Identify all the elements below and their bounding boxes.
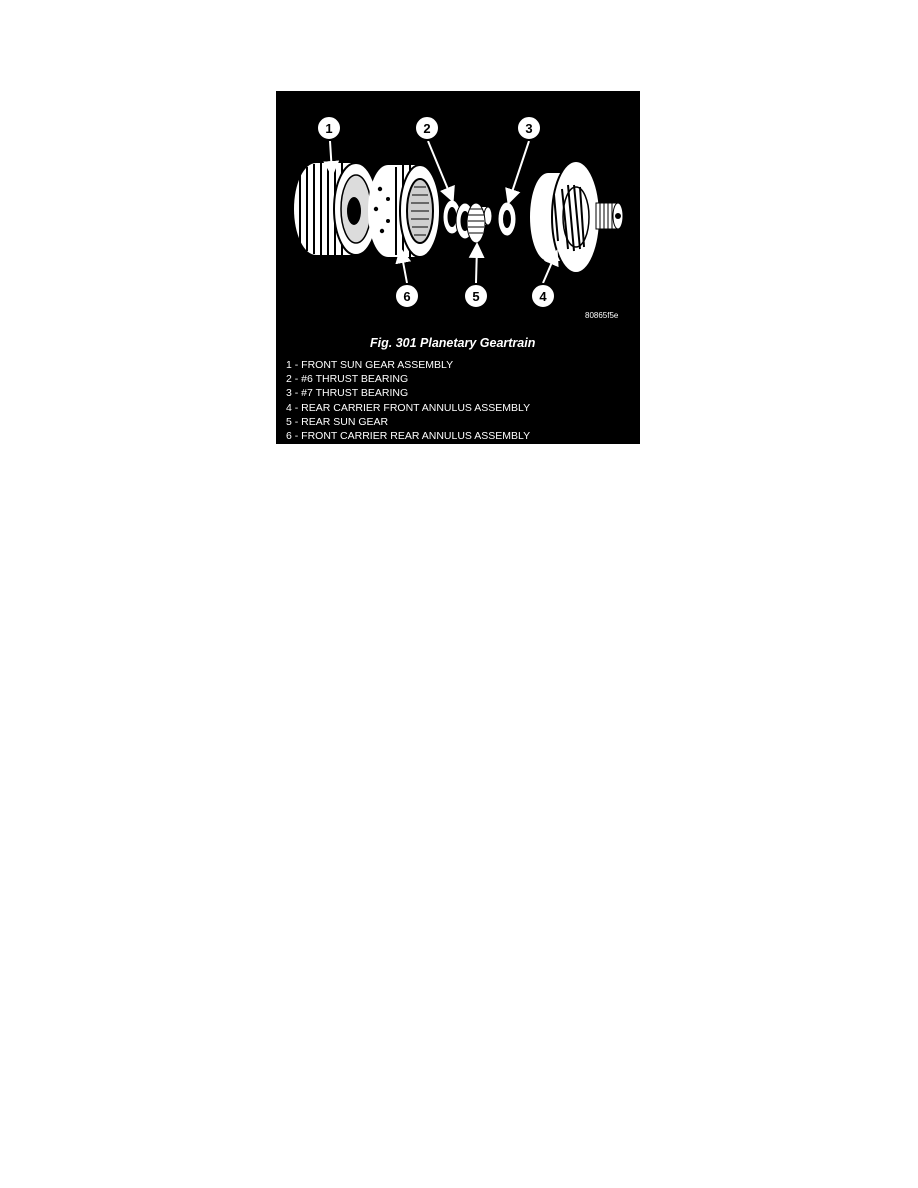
legend-item: 5 - REAR SUN GEAR [286, 415, 389, 428]
front-sun-gear-assembly [294, 163, 378, 255]
planetary-geartrain-figure [276, 91, 640, 444]
legend-item: 1 - FRONT SUN GEAR ASSEMBLY [286, 359, 454, 371]
callout-6-number: 6 [403, 289, 411, 304]
callout-1 [317, 116, 341, 140]
parts-legend [286, 358, 530, 443]
callout-3 [517, 116, 541, 140]
legend-item: 4 - REAR CARRIER FRONT ANNULUS ASSEMBLY [286, 401, 531, 414]
callout-4 [531, 284, 555, 308]
thrust-bearing-7 [498, 202, 516, 236]
figure-id-code: 80865f5e [585, 311, 619, 320]
figure-title: Fig. 301 Planetary Geartrain [370, 336, 536, 350]
callout-4-number: 4 [539, 289, 547, 304]
legend-item: 2 - #6 THRUST BEARING [286, 373, 409, 386]
exploded-view-illustration [276, 91, 640, 321]
front-carrier-rear-annulus-assembly [368, 165, 440, 257]
callout-1-number: 1 [325, 121, 333, 136]
callout-3-number: 3 [525, 121, 533, 136]
callout-5 [464, 284, 488, 308]
callout-2 [415, 116, 439, 140]
rear-sun-gear [467, 203, 492, 243]
legend-item: 3 - #7 THRUST BEARING [286, 387, 409, 400]
callout-6 [395, 284, 419, 308]
rear-carrier-front-annulus-assembly [530, 161, 623, 273]
callout-5-number: 5 [472, 289, 480, 304]
legend-item: 6 - FRONT CARRIER REAR ANNULUS ASSEMBLY [286, 430, 531, 443]
callout-2-number: 2 [423, 121, 431, 136]
